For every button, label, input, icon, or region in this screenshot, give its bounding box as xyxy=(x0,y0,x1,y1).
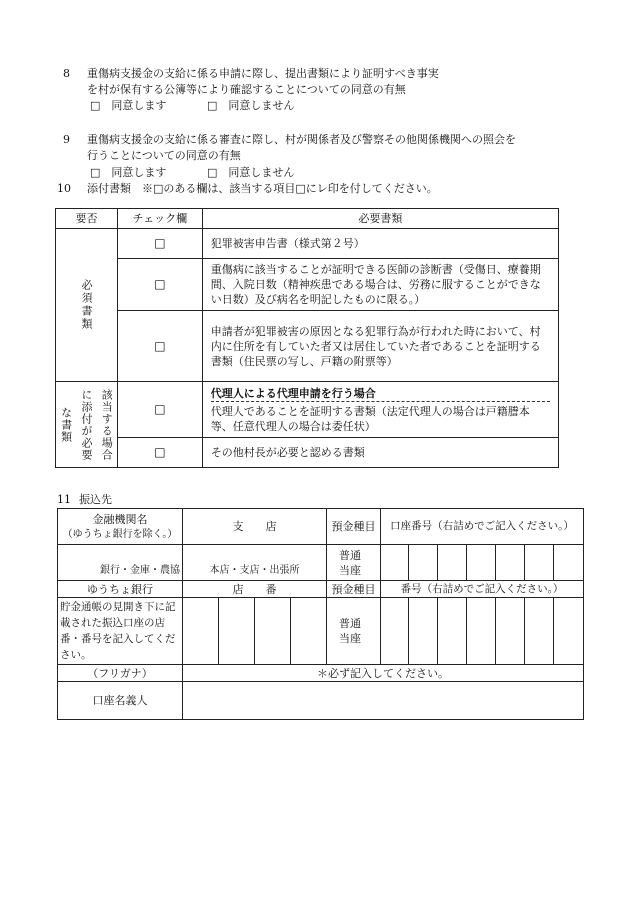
branch-header: 支 店 xyxy=(183,509,327,545)
deposit-type-header-2: 預金種目 xyxy=(327,581,381,598)
branch-name-field[interactable] xyxy=(183,545,327,581)
item10-text: 添付書類 ※□のある欄は、該当する項目□にレ印を付してください。 xyxy=(87,182,438,195)
item9-text-line2: 行うことについての同意の有無 xyxy=(87,149,241,162)
check-cell[interactable]: □ xyxy=(117,229,202,259)
holder-label: 口座名義人 xyxy=(58,682,183,720)
number-digit[interactable] xyxy=(467,598,496,665)
yucho-note: 貯金通帳の見開き下に記載された振込口座の店番・番号を記入してください。 xyxy=(58,598,183,665)
toza-label: 当座 xyxy=(339,563,361,577)
account-digit[interactable] xyxy=(467,545,496,581)
item8-number: 8 xyxy=(63,67,70,80)
check-cell[interactable]: □ xyxy=(117,259,202,311)
must-fill-note: ＊必ず記入してください。 xyxy=(317,666,449,680)
doc-row: 申請者が犯罪被害の原因となる犯罪行為が行われた時において、村内に住所を有していた者又は居住していた者であることを証明する書類（住民票の写し、戸籍の附票等） xyxy=(202,311,558,382)
item8-agree-checkbox[interactable]: □ 同意します xyxy=(90,99,167,112)
account-number-header: 口座番号（右詰めでご記入ください。） xyxy=(381,509,584,545)
bank-table xyxy=(57,508,584,720)
header-check: チェック欄 xyxy=(117,209,202,229)
check-cell[interactable]: □ xyxy=(117,438,202,468)
doc-row: 重傷病に該当することが証明できる医師の診断書（受傷日、療養期間、入院日数（精神疾患である場合は、労務に服することができない日数）及び病名を明記したものに限る。） xyxy=(202,259,558,311)
futsu-label-2: 普通 xyxy=(339,617,361,630)
holder-name-field[interactable] xyxy=(183,682,584,720)
item10-number: 10 xyxy=(57,182,71,195)
item8-text-line1: 重傷病支援金の支給に係る申請に際し、提出書類により証明すべき事実 xyxy=(87,67,439,80)
futsu-label: 普通 xyxy=(339,548,361,562)
furigana-label: （フリガナ） xyxy=(58,665,183,682)
group-conditional-label-3: な書類 xyxy=(59,406,73,443)
account-digit[interactable] xyxy=(496,545,525,581)
group-required-label: 必須書類 xyxy=(79,279,93,331)
header-required: 要否 xyxy=(56,209,118,229)
store-number-header: 店 番 xyxy=(183,581,327,598)
header-documents: 必要書類 xyxy=(202,209,558,229)
yucho-header: ゆうちょ銀行 xyxy=(58,581,183,598)
account-digit[interactable] xyxy=(554,545,584,581)
item11-number: 11 xyxy=(57,493,71,506)
number-digit[interactable] xyxy=(496,598,525,665)
number-digit[interactable] xyxy=(554,598,584,665)
number-digit[interactable] xyxy=(438,598,467,665)
item9-number: 9 xyxy=(63,133,70,146)
group-required-docs xyxy=(56,229,118,382)
branch-types: 本店・支店・出張所 xyxy=(209,565,300,576)
item11-label: 振込先 xyxy=(79,493,112,506)
account-digit[interactable] xyxy=(409,545,438,581)
agent-cell xyxy=(202,382,558,438)
check-cell[interactable]: □ xyxy=(117,311,202,382)
inst-name-field[interactable] xyxy=(58,545,183,581)
other-doc: その他村長が必要と認める書類 xyxy=(202,438,558,468)
number-digit[interactable] xyxy=(409,598,438,665)
group-conditional-label-2: に添付が必要 xyxy=(79,388,93,461)
deposit-type-field[interactable] xyxy=(327,545,381,581)
store-digit[interactable] xyxy=(183,598,219,665)
furigana-field[interactable] xyxy=(183,665,584,682)
account-digit[interactable] xyxy=(381,545,409,581)
attachments-table xyxy=(55,208,559,468)
doc-row: 犯罪被害申告書（様式第２号） xyxy=(202,229,558,259)
store-digit[interactable] xyxy=(291,598,327,665)
check-cell[interactable]: □ xyxy=(117,382,202,438)
account-digit[interactable] xyxy=(525,545,554,581)
item9-text-line1: 重傷病支援金の支給に係る審査に際し、村が関係者及び警察その他関係機関への照会を xyxy=(87,133,516,146)
inst-note: （ゆうちょ銀行を除く。） xyxy=(62,528,178,540)
bank-name-header xyxy=(58,509,183,545)
agent-heading: 代理人による代理申請を行う場合 xyxy=(211,386,550,402)
inst-name-label: 金融機関名 xyxy=(92,512,148,526)
group-conditional-docs xyxy=(56,382,118,468)
item9-disagree-checkbox[interactable]: □ 同意しません xyxy=(207,166,295,179)
store-digit[interactable] xyxy=(219,598,255,665)
agent-doc: 代理人であることを証明する書類（法定代理人の場合は戸籍謄本等、任意代理人の場合は委任状） xyxy=(210,404,530,433)
inst-types: 銀行・金庫・農協 xyxy=(100,565,180,576)
number-header: 番号（右詰めでご記入ください。） xyxy=(381,581,584,598)
number-digit[interactable] xyxy=(381,598,409,665)
toza-label-2: 当座 xyxy=(339,632,361,645)
deposit-type-field-2[interactable] xyxy=(327,598,381,665)
item8-text-line2: を村が保有する公簿等により確認することについての同意の有無 xyxy=(87,83,406,96)
item9-agree-checkbox[interactable]: □ 同意します xyxy=(90,166,167,179)
number-digit[interactable] xyxy=(525,598,554,665)
deposit-type-header: 預金種目 xyxy=(327,509,381,545)
group-conditional-label-1: 該当する場合 xyxy=(100,388,114,461)
item8-disagree-checkbox[interactable]: □ 同意しません xyxy=(207,99,295,112)
store-digit[interactable] xyxy=(255,598,291,665)
account-digit[interactable] xyxy=(438,545,467,581)
